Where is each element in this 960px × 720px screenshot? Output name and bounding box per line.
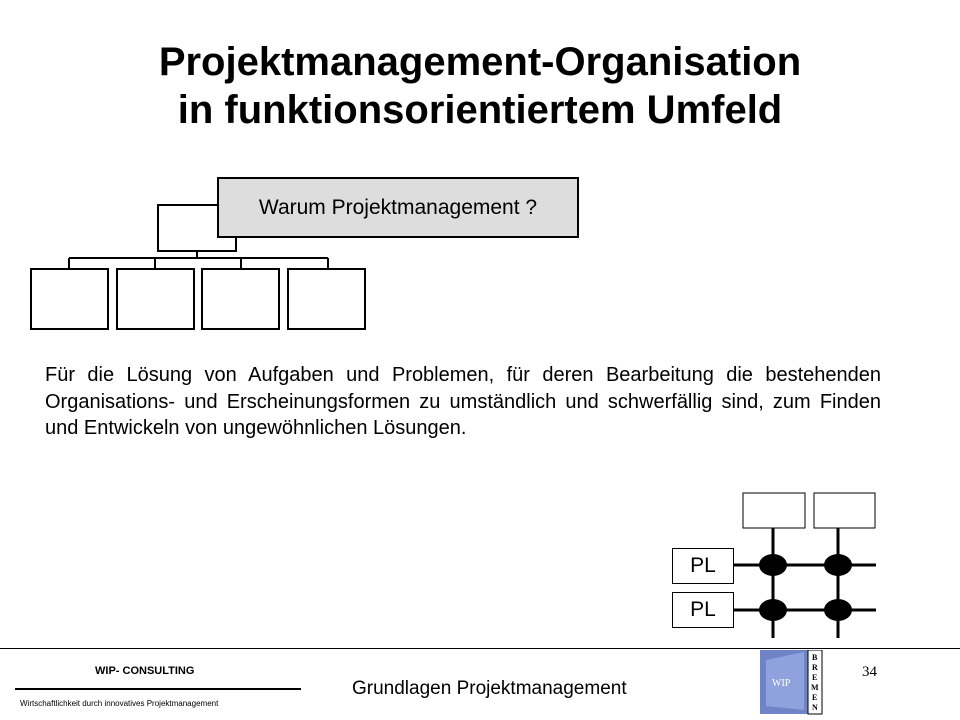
title-line-1: Projektmanagement-Organisation xyxy=(158,40,802,84)
org-department-box-3 xyxy=(202,269,279,329)
matrix-row-label-2 xyxy=(672,592,734,628)
svg-text:B: B xyxy=(812,653,818,662)
svg-text:R: R xyxy=(812,663,818,672)
matrix-row-label-text: PL xyxy=(690,598,716,621)
matrix-row-label-1 xyxy=(672,548,734,584)
page-number: 34 xyxy=(862,664,877,680)
title-line-2: in funktionsorientiertem Umfeld xyxy=(177,88,783,132)
callout-text: Warum Projektmanagement ? xyxy=(258,195,538,219)
org-department-box-1 xyxy=(31,269,108,329)
svg-text:E: E xyxy=(812,673,818,682)
body-paragraph: Für die Lösung von Aufgaben und Problemen, für deren Bearbeitung die bestehenden Organisations- und Erscheinungsformen zu umständlich und schwerfällig sind, zum Finden und Entwickeln von ungewöhnlichen Lösungen. xyxy=(45,364,881,439)
footer-tagline: Wirtschaftlichkeit durch innovatives Projektmanagement xyxy=(20,699,219,708)
matrix-node-4 xyxy=(824,599,852,621)
org-department-box-4 xyxy=(288,269,365,329)
matrix-node-3 xyxy=(759,599,787,621)
matrix-node-2 xyxy=(824,554,852,576)
footer-brand: WIP- CONSULTING xyxy=(95,665,195,677)
matrix-row-label-text: PL xyxy=(690,554,716,577)
matrix-node-1 xyxy=(759,554,787,576)
svg-text:M: M xyxy=(811,683,819,692)
footer-topic: Grundlagen Projektmanagement xyxy=(352,678,627,699)
footer-brand-rule xyxy=(15,688,301,690)
svg-text:WIP: WIP xyxy=(772,678,791,689)
svg-text:N: N xyxy=(812,703,818,712)
svg-text:E: E xyxy=(812,693,818,702)
footer-divider xyxy=(0,648,960,649)
org-department-box-2 xyxy=(117,269,194,329)
matrix-column-box-1 xyxy=(743,493,805,528)
callout-box xyxy=(217,177,579,238)
matrix-column-box-2 xyxy=(814,493,875,528)
wip-bremen-logo xyxy=(760,650,832,716)
